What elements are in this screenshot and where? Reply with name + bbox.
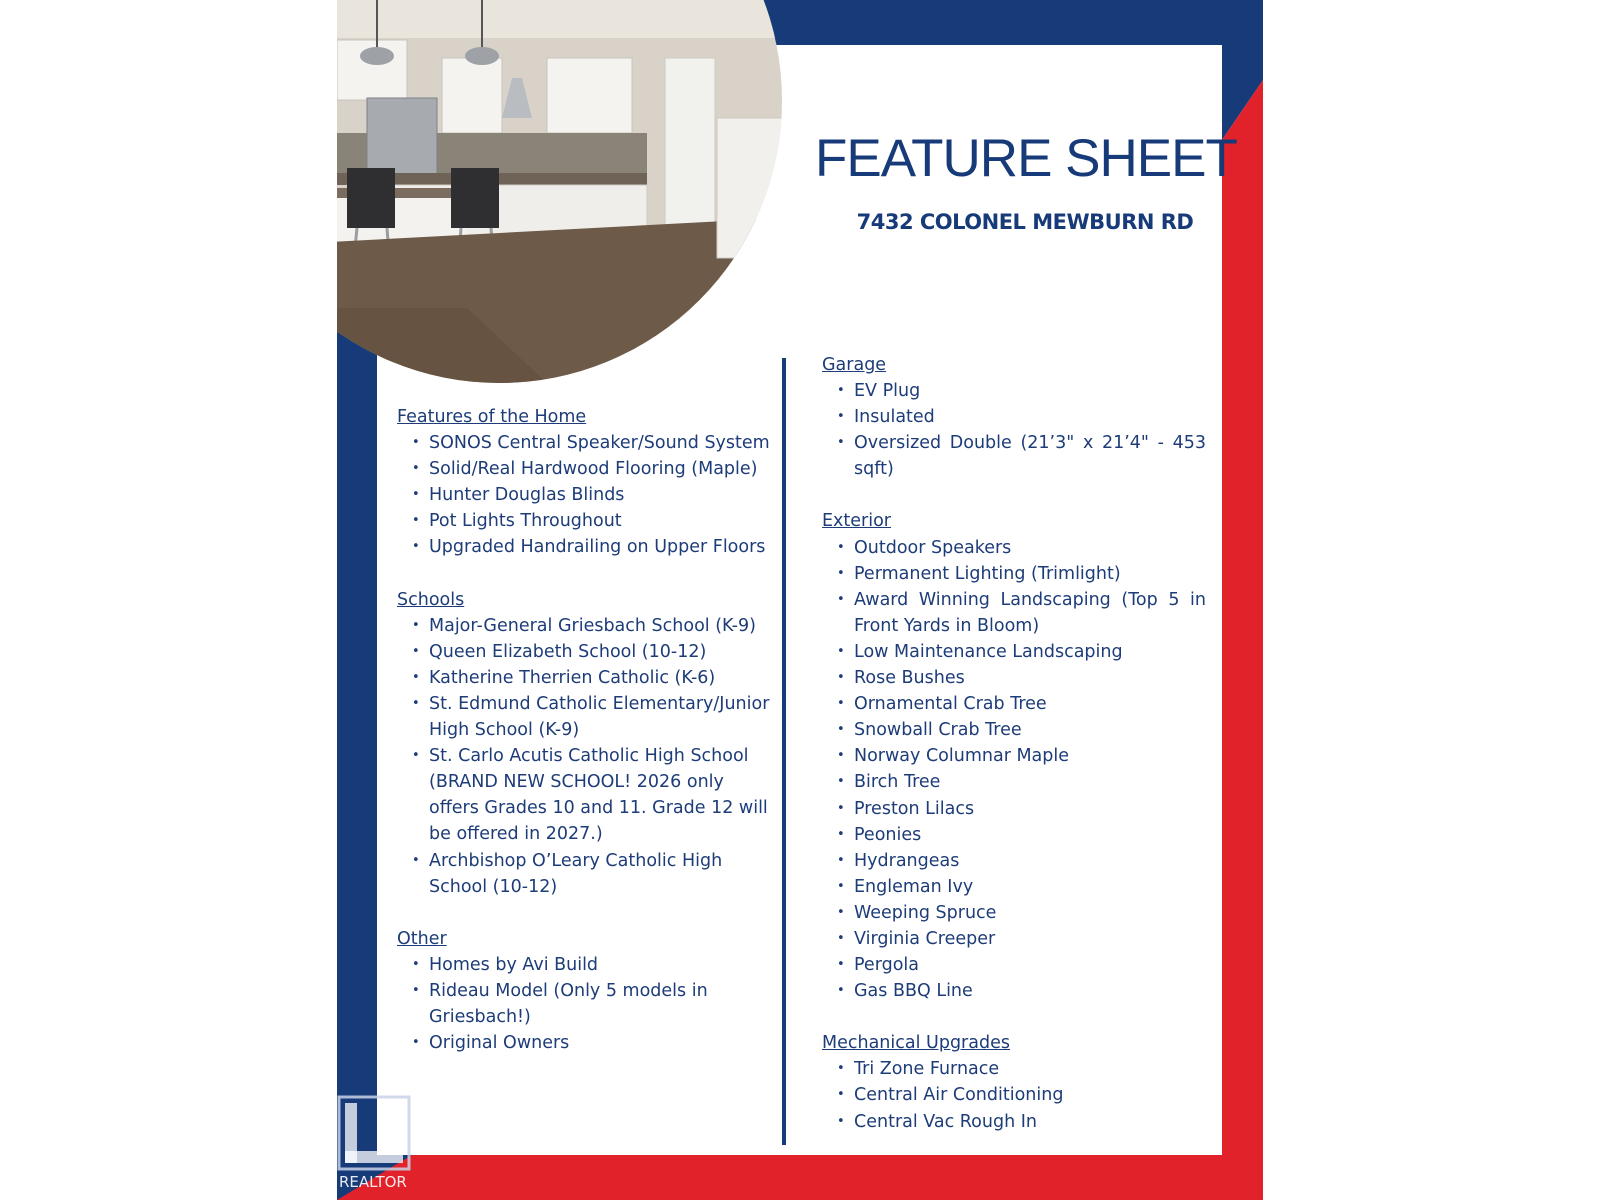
section-title: Features of the Home [397,407,587,427]
list-item: • Archbishop O’Leary Catholic High School (10-12) [429,848,772,900]
navy-top-band [717,0,1263,45]
list-item: • Permanent Lighting (Trimlight) [854,561,1206,587]
feature-sheet [337,0,1263,1200]
list-item: • St. Edmund Catholic Elementary/Junior High School (K-9) [429,691,772,743]
section-gap [822,482,1206,508]
list-item: • Homes by Avi Build [429,952,772,978]
list-item: • Queen Elizabeth School (10-12) [429,639,772,665]
list-item: • Rideau Model (Only 5 models in Griesbach!) [429,978,772,1030]
realtor-label: REALTOR [339,1173,407,1191]
list-item: • Rose Bushes [854,665,1206,691]
list-item: • Tri Zone Furnace [854,1056,1206,1082]
feature-list [397,952,772,1056]
list-item: • Oversized Double (21’3" x 21’4" - 453 sqft) [854,430,1206,482]
column-divider [782,358,786,1145]
list-item: • Katherine Therrien Catholic (K-6) [429,665,772,691]
list-item: • Pergola [854,952,1206,978]
list-item: • Ornamental Crab Tree [854,691,1206,717]
list-item: • Birch Tree [854,769,1206,795]
list-item: • Peonies [854,822,1206,848]
list-item: • Virginia Creeper [854,926,1206,952]
section-title: Exterior [822,511,892,532]
list-item: • Hydrangeas [854,848,1206,874]
list-item: • Original Owners [429,1030,772,1056]
list-item: • Engleman Ivy [854,874,1206,900]
section-title: Other [397,928,447,949]
feature-list [822,535,1206,1005]
list-item: • Hunter Douglas Blinds [429,482,772,508]
list-item: • Weeping Spruce [854,900,1206,926]
section-title: Mechanical Upgrades [822,1033,1010,1054]
list-item: • Insulated [854,404,1206,430]
list-item: • Gas BBQ Line [854,978,1206,1004]
red-bottom-band [337,1155,1263,1200]
navy-left-band [337,250,377,1155]
list-item: • Norway Columnar Maple [854,743,1206,769]
feature-list [397,613,772,900]
section-title: Schools [397,589,465,610]
right-column [822,352,1206,1135]
section-gap [397,561,772,587]
list-item: • Central Vac Rough In [854,1109,1206,1135]
list-item: • Low Maintenance Landscaping [854,639,1206,665]
list-item: • Pot Lights Throughout [429,508,772,534]
realtor-logo [337,1095,417,1195]
feature-list [397,430,772,560]
left-column [397,404,772,1056]
feature-list [822,1056,1206,1134]
feature-list [822,378,1206,482]
list-item: • Award Winning Landscaping (Top 5 in Front Yards in Bloom) [854,587,1206,639]
list-item: • EV Plug [854,378,1206,404]
list-item: • Major-General Griesbach School (K-9) [429,613,772,639]
red-right-band [1222,80,1263,1200]
list-item: • St. Carlo Acutis Catholic High School (BRAND NEW SCHOOL! 2026 only offers Grades 10 and 11. Grade 12 will be offered in 2027.) [429,743,772,847]
list-item: • Snowball Crab Tree [854,717,1206,743]
section-title: Garage [822,355,887,375]
list-item: • Central Air Conditioning [854,1082,1206,1108]
list-item: • Outdoor Speakers [854,535,1206,561]
list-item: • SONOS Central Speaker/Sound System [429,430,772,456]
list-item: • Preston Lilacs [854,796,1206,822]
list-item: • Upgraded Handrailing on Upper Floors [429,534,772,560]
section-gap [397,900,772,926]
list-item: • Solid/Real Hardwood Flooring (Maple) [429,456,772,482]
property-address: 7432 COLONEL MEWBURN RD [856,210,1194,234]
section-gap [822,1004,1206,1030]
page-title: FEATURE SHEET [815,129,1237,188]
